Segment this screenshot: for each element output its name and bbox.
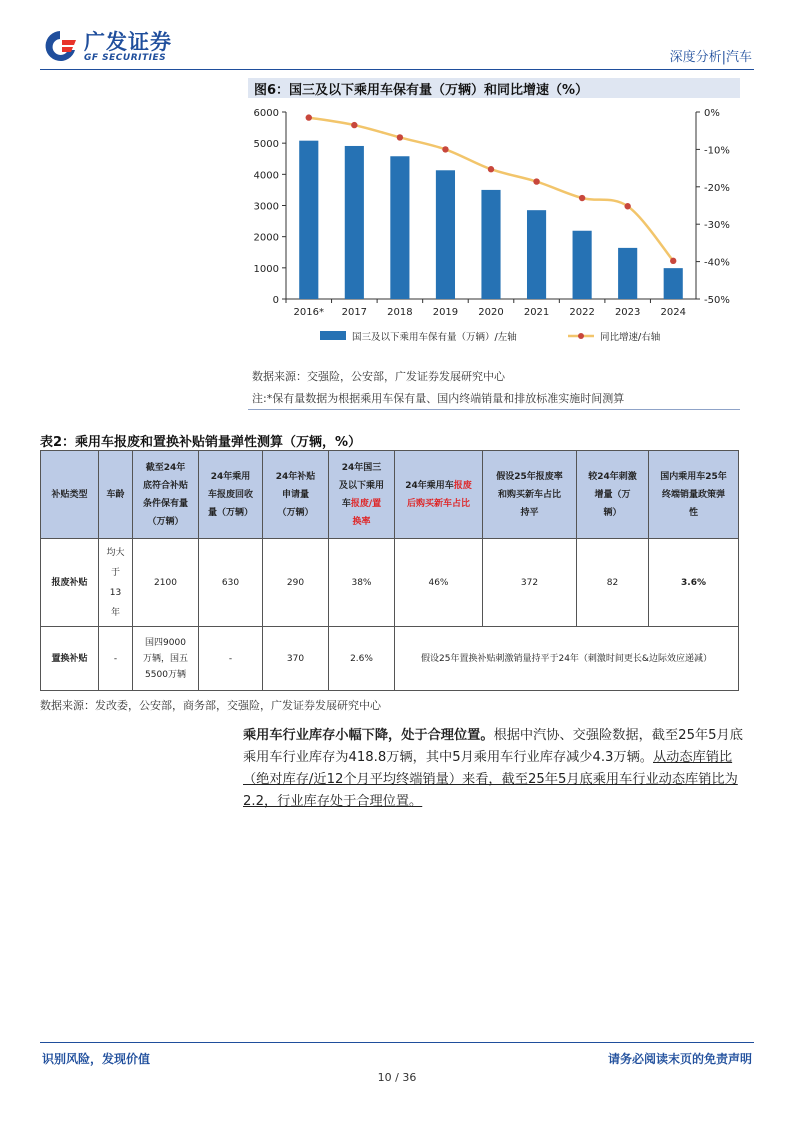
bar xyxy=(618,248,637,299)
growth-point xyxy=(624,203,630,209)
cell-stock: 2100 xyxy=(133,539,199,627)
x-axis-tick-label: 2023 xyxy=(614,307,641,318)
right-axis-tick-label: -40% xyxy=(704,257,730,269)
header-recycle: 24年乘用 车报废回收 量（万辆） xyxy=(199,451,263,539)
legend-bar-label: 国三及以下乘用车保有量（万辆）/左轴 xyxy=(352,332,517,343)
cell-share: 46% xyxy=(395,539,483,627)
page-number: 10 / 36 xyxy=(377,1071,417,1084)
left-axis-tick-label: 4000 xyxy=(253,170,279,182)
brand-name-en: GF SECURITIES xyxy=(84,53,167,63)
left-axis-tick-label: 5000 xyxy=(253,139,279,151)
header-apply: 24年补贴 申请量 （万辆） xyxy=(263,451,329,539)
cell-type: 置换补贴 xyxy=(41,627,99,691)
growth-point xyxy=(442,146,448,152)
cell-recycle: 630 xyxy=(199,539,263,627)
left-axis-tick-label: 0 xyxy=(272,295,279,306)
cell-assumption-merged: 假设25年置换补贴刺激销量持平于24年（刺激时间更长&边际效应递减） xyxy=(395,627,739,691)
bar xyxy=(481,190,500,299)
left-axis-tick-label: 6000 xyxy=(253,108,279,119)
growth-point xyxy=(579,195,585,201)
table-row xyxy=(41,539,739,627)
cell-apply: 290 xyxy=(263,539,329,627)
x-axis-tick-label: 2019 xyxy=(432,307,459,318)
bar xyxy=(299,141,318,299)
growth-point xyxy=(306,114,312,120)
report-category: 深度分析|汽车 xyxy=(669,50,752,65)
cell-age: 均大 于 13 年 xyxy=(99,539,133,627)
right-axis-tick-label: -50% xyxy=(704,295,730,306)
table-title: 表2：乘用车报废和置换补贴销量弹性测算（万辆，%） xyxy=(40,435,362,450)
bar xyxy=(573,231,592,299)
bar xyxy=(345,146,364,299)
figure-note: 注:*保有量数据为根据乘用车保有量、国内终端销量和排放标准实施时间测算 xyxy=(252,392,625,405)
right-axis-tick-label: -30% xyxy=(704,220,730,232)
cell-recycle: - xyxy=(199,627,263,691)
x-axis-tick-label: 2020 xyxy=(478,307,504,318)
paragraph-lead: 乘用车行业库存小幅下降，处于合理位置。 xyxy=(243,728,494,743)
legend-line-label: 同比增速/右轴 xyxy=(600,332,661,343)
table-source: 数据来源：发改委，公安部，商务部，交强险，广发证券发展研究中心 xyxy=(40,699,381,712)
x-axis-tick-label: 2016* xyxy=(293,307,325,318)
x-axis-tick-label: 2017 xyxy=(341,307,368,318)
header-increment: 较24年刺激 增量（万 辆） xyxy=(577,451,649,539)
x-axis-tick-label: 2018 xyxy=(387,307,413,318)
cell-age: - xyxy=(99,627,133,691)
left-axis-tick-label: 3000 xyxy=(253,201,279,213)
header-subsidy-type: 补贴类型 xyxy=(41,451,99,539)
growth-point xyxy=(351,122,357,128)
left-axis-tick-label: 2000 xyxy=(253,232,279,244)
cell-elasticity: 3.6% xyxy=(649,539,739,627)
gf-logo-icon xyxy=(40,28,80,64)
header-stock: 截至24年 底符合补贴 条件保有量 （万辆） xyxy=(133,451,199,539)
figure-title: 图6：国三及以下乘用车保有量（万辆）和同比增速（%） xyxy=(254,83,589,98)
footer-divider xyxy=(40,1042,754,1043)
header-assume: 假设25年报废率 和购买新车占比 持平 xyxy=(483,451,577,539)
footer-slogan: 识别风险，发现价值 xyxy=(42,1052,151,1066)
figure-divider xyxy=(248,409,740,410)
header-rate: 24年国三 及以下乘用 车报废/置 换率 xyxy=(329,451,395,539)
bar xyxy=(390,156,409,299)
legend-line-marker xyxy=(578,333,584,339)
header-divider xyxy=(40,69,754,70)
table-header-row xyxy=(41,451,739,539)
growth-point xyxy=(670,258,676,264)
bar xyxy=(664,268,683,299)
cell-apply: 370 xyxy=(263,627,329,691)
growth-point xyxy=(397,134,403,140)
left-axis-tick-label: 1000 xyxy=(253,263,279,275)
cell-increment: 82 xyxy=(577,539,649,627)
footer-disclaimer: 请务必阅读末页的免责声明 xyxy=(607,1052,752,1066)
cell-stock: 国四9000 万辆，国五 5500万辆 xyxy=(133,627,199,691)
table-row xyxy=(41,627,739,691)
cell-assume: 372 xyxy=(483,539,577,627)
right-axis-tick-label: 0% xyxy=(704,108,720,119)
cell-rate: 38% xyxy=(329,539,395,627)
chart xyxy=(248,100,740,362)
right-axis-tick-label: -10% xyxy=(704,145,730,157)
x-axis-tick-label: 2021 xyxy=(523,307,550,318)
header-elasticity: 国内乘用车25年 终端销量政策弹 性 xyxy=(649,451,739,539)
figure-source: 数据来源：交强险，公安部，广发证券发展研究中心 xyxy=(252,370,505,383)
paragraph-text: 根据中汽协、交强险数据，截至25年5月底乘用车行业库存为418.8万辆，其中5月乘用车行业库存减少4.3万辆。 xyxy=(243,728,743,765)
right-axis-tick-label: -20% xyxy=(704,182,730,194)
cell-type: 报废补贴 xyxy=(41,539,99,627)
header-car-age: 车龄 xyxy=(99,451,133,539)
growth-point xyxy=(533,178,539,184)
body-paragraph xyxy=(243,725,753,813)
bar xyxy=(436,170,455,299)
x-axis-tick-label: 2024 xyxy=(660,307,686,318)
brand-name-cn: 广发证券 xyxy=(84,30,172,54)
header-share: 24年乘用车报废 后购买新车占比 xyxy=(395,451,483,539)
growth-point xyxy=(488,166,494,172)
paragraph-underlined: 从动态库销比（绝对库存/近12个月平均终端销量）来看，截至25年5月底乘用车行业动态库销比为2.2，行业库存处于合理位置。 xyxy=(243,750,738,809)
x-axis-tick-label: 2022 xyxy=(569,307,595,318)
cell-rate: 2.6% xyxy=(329,627,395,691)
legend-bar-swatch xyxy=(320,331,346,340)
elasticity-table xyxy=(40,450,739,691)
bar xyxy=(527,210,546,299)
